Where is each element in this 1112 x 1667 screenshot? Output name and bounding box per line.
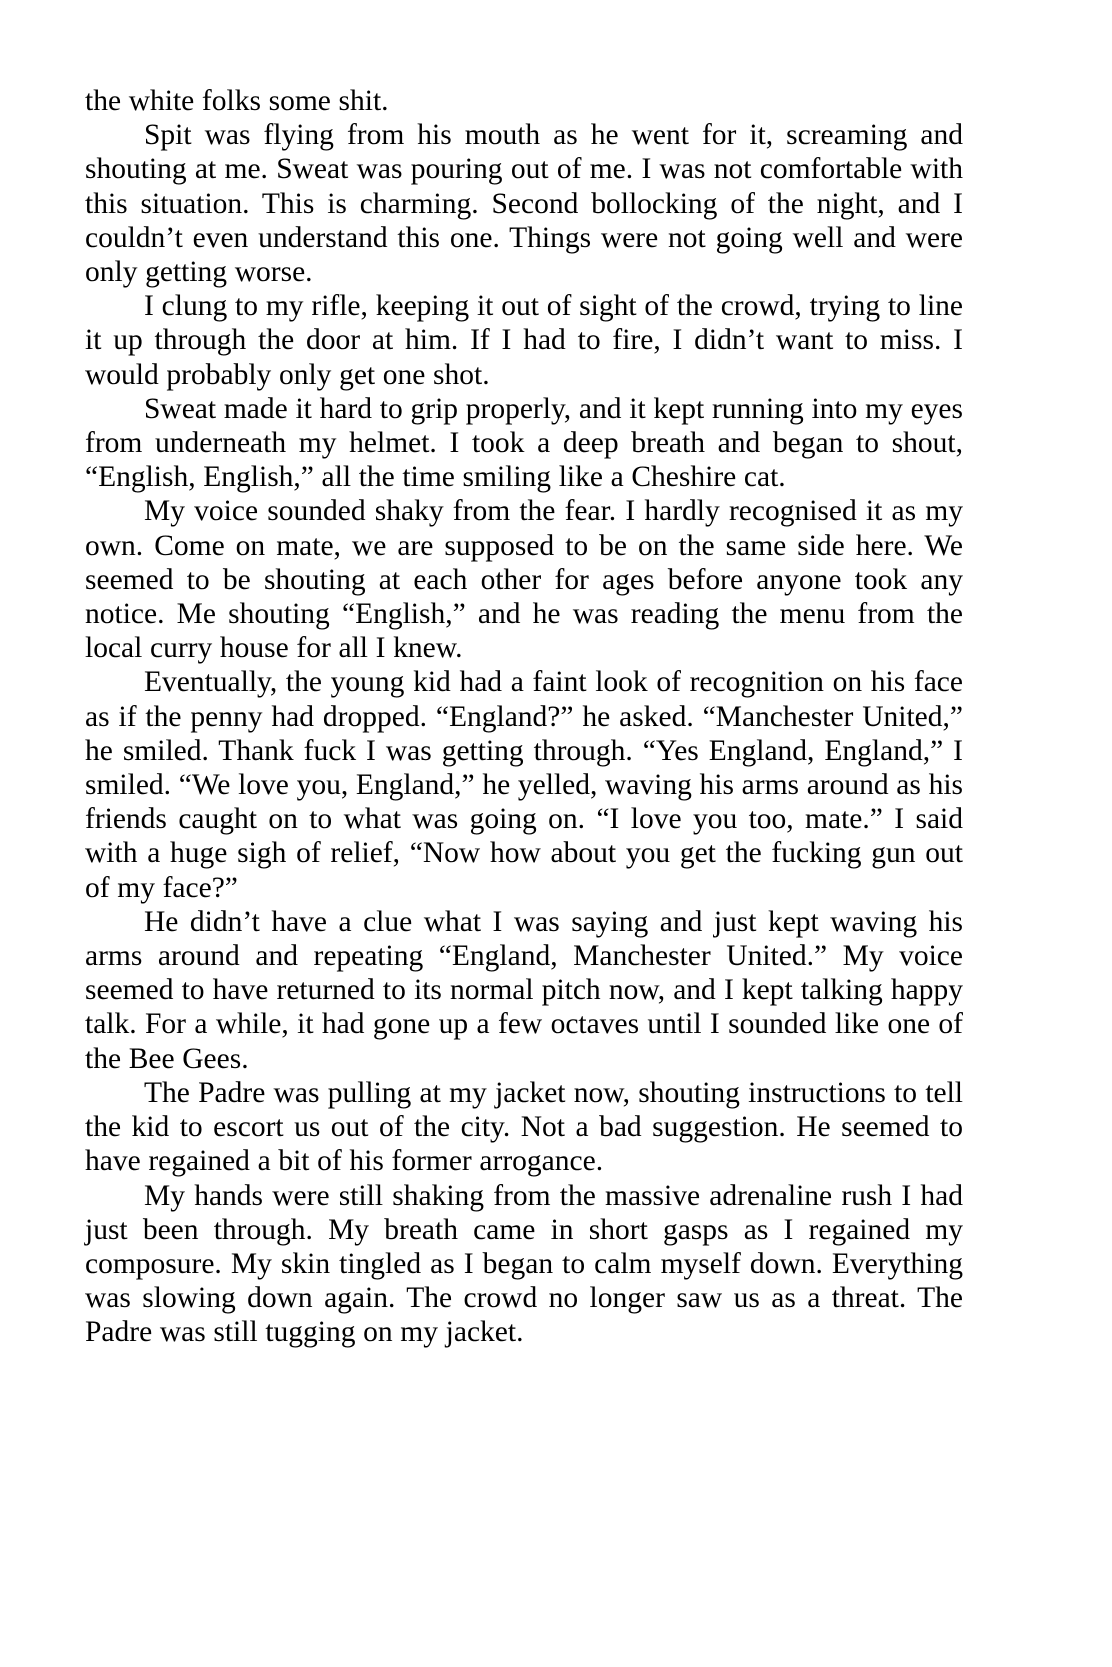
paragraph: the white folks some shit.	[85, 85, 389, 117]
paragraph: Eventually, the young kid had a faint look of recognition on his face as if the penny had dropped. “England?” he asked. “Manchester United,” he smiled. Thank fuck I was getting through. “Yes England, England,” I smiled. “We love you, England,” he yelled, waving his arms around as his friends caught on to what was going on. “I love you too, mate.” I said with a huge sigh of relief, “Now how about you get the fucking gun out of my face?”	[85, 666, 963, 904]
paragraph: My voice sounded shaky from the fear. I hardly recognised it as my own. Come on mate, we are supposed to be on the same side here. We seemed to be shouting at each other for ages before anyone took any notice. Me shouting “English,” and he was reading the menu from the local curry house for all I knew.	[85, 495, 963, 665]
body-text-column	[85, 84, 963, 1350]
paragraph: My hands were still shaking from the massive adrenaline rush I had just been through. My breath came in short gasps as I regained my composure. My skin tingled as I began to calm myself down. Everything was slowing down again. The crowd no longer saw us as a threat. The Padre was still tugging on my jacket.	[85, 1179, 963, 1349]
paragraph: He didn’t have a clue what I was saying and just kept waving his arms around and repeating “England, Manchester United.” My voice seemed to have returned to its normal pitch now, and I kept talking happy talk. For a while, it had gone up a few octaves until I sounded like one of the Bee Gees.	[85, 905, 963, 1075]
paragraph: Sweat made it hard to grip properly, and it kept running into my eyes from underneath my helmet. I took a deep breath and began to shout, “English, English,” all the time smiling like a Cheshire cat.	[85, 392, 963, 494]
paragraph: Spit was flying from his mouth as he went for it, screaming and shouting at me. Sweat was pouring out of me. I was not comfortable with this situation. This is charming. Second bollocking of the night, and I couldn’t even understand this one. Things were not going well and were only getting worse.	[85, 119, 963, 289]
paragraph: I clung to my rifle, keeping it out of sight of the crowd, trying to line it up through the door at him. If I had to fire, I didn’t want to miss. I would probably only get one shot.	[85, 290, 963, 391]
paragraph: The Padre was pulling at my jacket now, shouting instructions to tell the kid to escort us out of the city. Not a bad suggestion. He seemed to have regained a bit of his former arrogance.	[85, 1076, 963, 1178]
